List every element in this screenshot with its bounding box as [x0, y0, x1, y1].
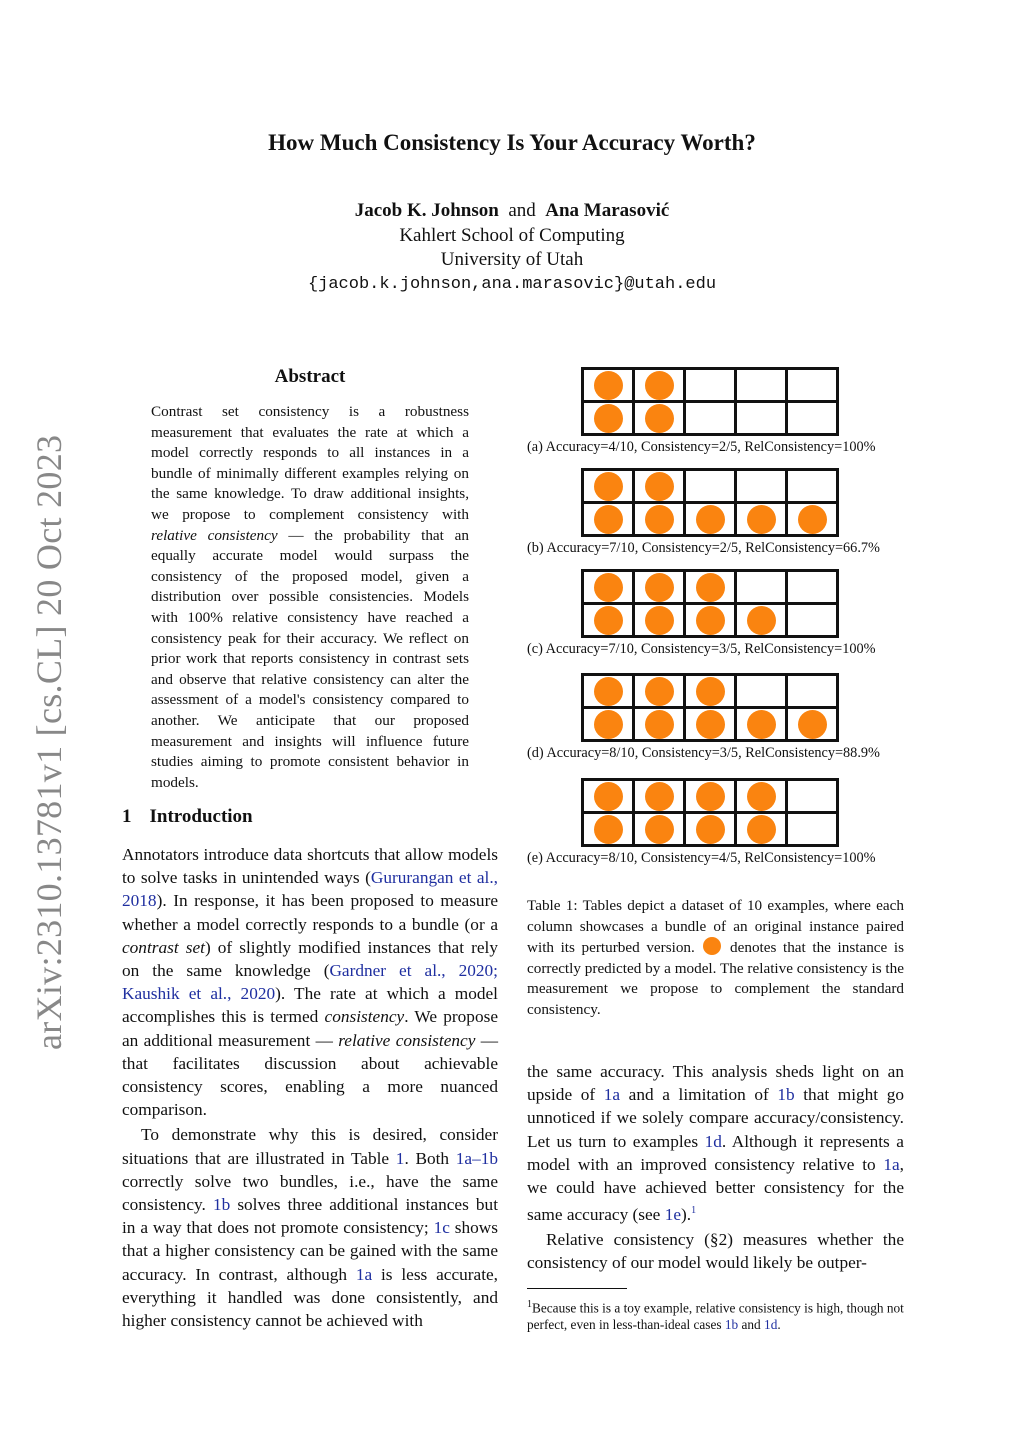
grid-cell	[634, 675, 685, 708]
correct-prediction-dot-icon	[645, 815, 674, 844]
grid-cell	[634, 402, 685, 435]
correct-prediction-dot-icon	[798, 505, 827, 534]
right-column-text	[527, 1060, 904, 1275]
table-ref-link[interactable]: 1d	[704, 1131, 722, 1151]
grid-cell	[685, 571, 736, 604]
author-1: Jacob K. Johnson	[354, 200, 499, 221]
affiliation: Kahlert School of Computing	[399, 225, 625, 246]
table-ref-link[interactable]: 1b	[724, 1317, 739, 1333]
col2-paragraph-1: the same accuracy. This analysis sheds light on an upside of 1a and a limitation of 1b that might go unnoticed if we solely compare accuracy/consistency. Let us turn to examples 1d. Although it represents a model with an improved consistency relative to 1a, we could have achieved better consistency for the same accuracy (see 1e).$^1$	[527, 1062, 905, 1224]
correct-prediction-dot-icon	[645, 472, 674, 501]
grid-cell	[736, 604, 787, 637]
correct-prediction-dot-icon	[696, 505, 725, 534]
correct-prediction-dot-icon	[645, 371, 674, 400]
grid-row-top	[583, 571, 838, 604]
correct-prediction-dot-icon	[645, 505, 674, 534]
citation-link[interactable]: Gardner et al., 2020; Kaushik et al., 2020	[122, 961, 498, 1004]
correct-prediction-dot-icon	[594, 815, 623, 844]
grid-cell	[685, 708, 736, 741]
correct-prediction-dot-icon	[696, 815, 725, 844]
table-ref-link[interactable]: 1d	[764, 1317, 778, 1333]
grid-cell	[685, 780, 736, 813]
correct-prediction-dot-icon	[747, 505, 776, 534]
grid-cell	[583, 780, 634, 813]
subtable-c	[581, 569, 839, 638]
grid-cell	[736, 571, 787, 604]
table-ref-link[interactable]: 1a	[355, 1264, 373, 1284]
grid-cell	[787, 571, 838, 604]
col2-paragraph-2: Relative consistency (§2) measures whether the consistency of our model would likely be outper-	[527, 1230, 904, 1273]
grid-cell	[787, 708, 838, 741]
correct-prediction-dot-icon	[645, 573, 674, 602]
grid-cell	[583, 571, 634, 604]
grid-cell	[583, 675, 634, 708]
intro-paragraph-2: To demonstrate why this is desired, consider situations that are illustrated in Table 1. Both 1a–1b correctly solve two bundles, i.e., have the same consistency. 1b solves three additional instances but in a way that does not promote consistency; 1c shows that a higher consistency can be gained with the same accuracy. In contrast, although 1a is less accurate, everything it handled was done consistently, and higher consistency cannot be achieved with	[122, 1125, 498, 1331]
grid-cell	[634, 604, 685, 637]
correct-prediction-dot-icon	[696, 710, 725, 739]
grid-row-top	[583, 470, 838, 503]
arxiv-identifier: arXiv:2310.13781v1 [cs.CL] 20 Oct 2023	[29, 434, 69, 1050]
correct-prediction-dot-icon	[696, 782, 725, 811]
correct-prediction-dot-icon	[703, 937, 721, 955]
grid-cell	[634, 571, 685, 604]
grid-cell	[787, 604, 838, 637]
grid-cell	[787, 503, 838, 536]
grid-cell	[583, 402, 634, 435]
grid-cell	[634, 780, 685, 813]
grid-cell	[634, 813, 685, 846]
grid-cell	[634, 503, 685, 536]
grid-cell	[787, 780, 838, 813]
correct-prediction-dot-icon	[747, 606, 776, 635]
author-line	[0, 200, 1024, 222]
table-ref-link[interactable]: 1b	[777, 1085, 795, 1105]
subtable-caption-a: (a) Accuracy=4/10, Consistency=2/5, RelConsistency=100%	[527, 439, 876, 455]
grid-cell	[685, 402, 736, 435]
grid-cell	[634, 470, 685, 503]
grid-cell	[787, 470, 838, 503]
correct-prediction-dot-icon	[594, 710, 623, 739]
grid-row-bottom	[583, 402, 838, 435]
correct-prediction-dot-icon	[645, 677, 674, 706]
grid-cell	[736, 780, 787, 813]
correct-prediction-dot-icon	[798, 710, 827, 739]
grid-cell	[685, 604, 736, 637]
bundle-grid	[581, 673, 839, 742]
grid-cell	[634, 708, 685, 741]
grid-cell	[736, 813, 787, 846]
subtable-e	[581, 778, 839, 847]
bundle-grid	[581, 778, 839, 847]
subtable-caption-e: (e) Accuracy=8/10, Consistency=4/5, RelConsistency=100%	[527, 850, 876, 866]
grid-row-top	[583, 780, 838, 813]
grid-row-top	[583, 675, 838, 708]
grid-cell	[685, 503, 736, 536]
correct-prediction-dot-icon	[594, 606, 623, 635]
subtable-caption-c: (c) Accuracy=7/10, Consistency=3/5, RelConsistency=100%	[527, 641, 876, 657]
grid-cell	[583, 604, 634, 637]
grid-cell	[685, 470, 736, 503]
grid-row-bottom	[583, 708, 838, 741]
footnote: $^1$Because this is a toy example, relative consistency is high, though not perfect, even in less-than-ideal cases 1b and 1d.	[527, 1299, 904, 1333]
table-ref-link[interactable]: 1	[395, 1148, 405, 1168]
grid-cell	[634, 369, 685, 402]
correct-prediction-dot-icon	[594, 505, 623, 534]
university: University of Utah	[440, 249, 584, 270]
abstract-heading: Abstract	[274, 366, 346, 387]
grid-cell	[736, 369, 787, 402]
bundle-grid	[581, 569, 839, 638]
correct-prediction-dot-icon	[594, 782, 623, 811]
introduction-column	[122, 843, 498, 1332]
bundle-grid	[581, 367, 839, 436]
correct-prediction-dot-icon	[645, 606, 674, 635]
grid-cell	[583, 369, 634, 402]
grid-cell	[736, 503, 787, 536]
author-2: Ana Marasović	[545, 200, 670, 221]
grid-row-bottom	[583, 503, 838, 536]
correct-prediction-dot-icon	[594, 404, 623, 433]
grid-cell	[787, 369, 838, 402]
grid-row-bottom	[583, 604, 838, 637]
subtable-a	[581, 367, 839, 436]
correct-prediction-dot-icon	[696, 573, 725, 602]
subtable-d	[581, 673, 839, 742]
correct-prediction-dot-icon	[696, 606, 725, 635]
grid-cell	[583, 503, 634, 536]
footnote-marker[interactable]: 1	[691, 1205, 697, 1217]
subtable-b	[581, 468, 839, 537]
table-1-caption: Table 1: Tables depict a dataset of 10 examples, where each column showcases a bundle of an original instance paired with its perturbed version. denotes that the instance is correctly predicted by a model. The relative consistency is the measurement we propose to complement the standard consistency.	[527, 897, 904, 1018]
grid-cell	[787, 402, 838, 435]
citation-link[interactable]: Gururangan et al., 2018	[122, 868, 498, 911]
grid-cell	[736, 675, 787, 708]
abstract-text: Contrast set consistency is a robustness measurement that evaluates the rate at which a model correctly responds to all instances in a bundle of minimally different examples relying on the same knowledge. To draw additional insights, we propose to complement consistency with relative consistency — the probability that an equally accurate model would surpass the consistency of the proposed model, given a distribution over possible consistencies. Models with 100% relative consistency have reached a consistency peak for their accuracy. We reflect on prior work that reports consistency in contrast sets and observe that relative consistency can alter the assessment of a model's consistency compared to another. We anticipate that our proposed measurement and insights will influence future studies aiming to promote consistent behavior in models.	[151, 403, 469, 791]
table-ref-link[interactable]: 1a–1b	[455, 1148, 498, 1168]
grid-row-top	[583, 369, 838, 402]
correct-prediction-dot-icon	[747, 782, 776, 811]
grid-cell	[583, 708, 634, 741]
subtable-caption-b: (b) Accuracy=7/10, Consistency=2/5, RelConsistency=66.7%	[527, 540, 880, 556]
correct-prediction-dot-icon	[594, 677, 623, 706]
grid-cell	[685, 675, 736, 708]
correct-prediction-dot-icon	[594, 573, 623, 602]
correct-prediction-dot-icon	[645, 782, 674, 811]
table-ref-link[interactable]: 1b	[212, 1195, 231, 1215]
correct-prediction-dot-icon	[594, 472, 623, 501]
bundle-grid	[581, 468, 839, 537]
correct-prediction-dot-icon	[645, 710, 674, 739]
grid-cell	[736, 708, 787, 741]
grid-row-bottom	[583, 813, 838, 846]
grid-cell	[685, 369, 736, 402]
grid-cell	[787, 675, 838, 708]
table-ref-link[interactable]: 1c	[433, 1218, 450, 1238]
table-ref-link[interactable]: 1e	[664, 1204, 681, 1224]
abstract-emphasis: relative consistency	[151, 526, 278, 544]
table-ref-link[interactable]: 1a	[883, 1154, 900, 1174]
section-heading-introduction: 1 Introduction	[122, 806, 253, 827]
footnote-rule	[527, 1288, 627, 1289]
paper-title: How Much Consistency Is Your Accuracy Worth?	[268, 130, 756, 155]
grid-cell	[583, 470, 634, 503]
correct-prediction-dot-icon	[747, 710, 776, 739]
correct-prediction-dot-icon	[594, 371, 623, 400]
table-ref-link[interactable]: 1a	[603, 1085, 621, 1105]
subtable-caption-d: (d) Accuracy=8/10, Consistency=3/5, RelConsistency=88.9%	[527, 745, 880, 761]
grid-cell	[685, 813, 736, 846]
correct-prediction-dot-icon	[747, 815, 776, 844]
grid-cell	[583, 813, 634, 846]
author-conjunction: and	[508, 200, 536, 221]
correct-prediction-dot-icon	[696, 677, 725, 706]
intro-paragraph-1: Annotators introduce data shortcuts that allow models to solve tasks in unintended ways (Gururangan et al., 2018). In response, it has been proposed to measure whether a model correctly responds to a bundle (or a contrast set) of slightly modified instances that rely on the same knowledge (Gardner et al., 2020; Kaushik et al., 2020). The rate at which a model accomplishes this is termed consistency. We propose an additional measurement — relative consistency — that facilitates discussion about achievable consistency scores, enabling a more nuanced comparison.	[122, 845, 499, 1120]
grid-cell	[736, 470, 787, 503]
grid-cell	[736, 402, 787, 435]
author-email: {jacob.k.johnson,ana.marasovic}@utah.edu	[307, 275, 717, 294]
grid-cell	[787, 813, 838, 846]
correct-prediction-dot-icon	[645, 404, 674, 433]
